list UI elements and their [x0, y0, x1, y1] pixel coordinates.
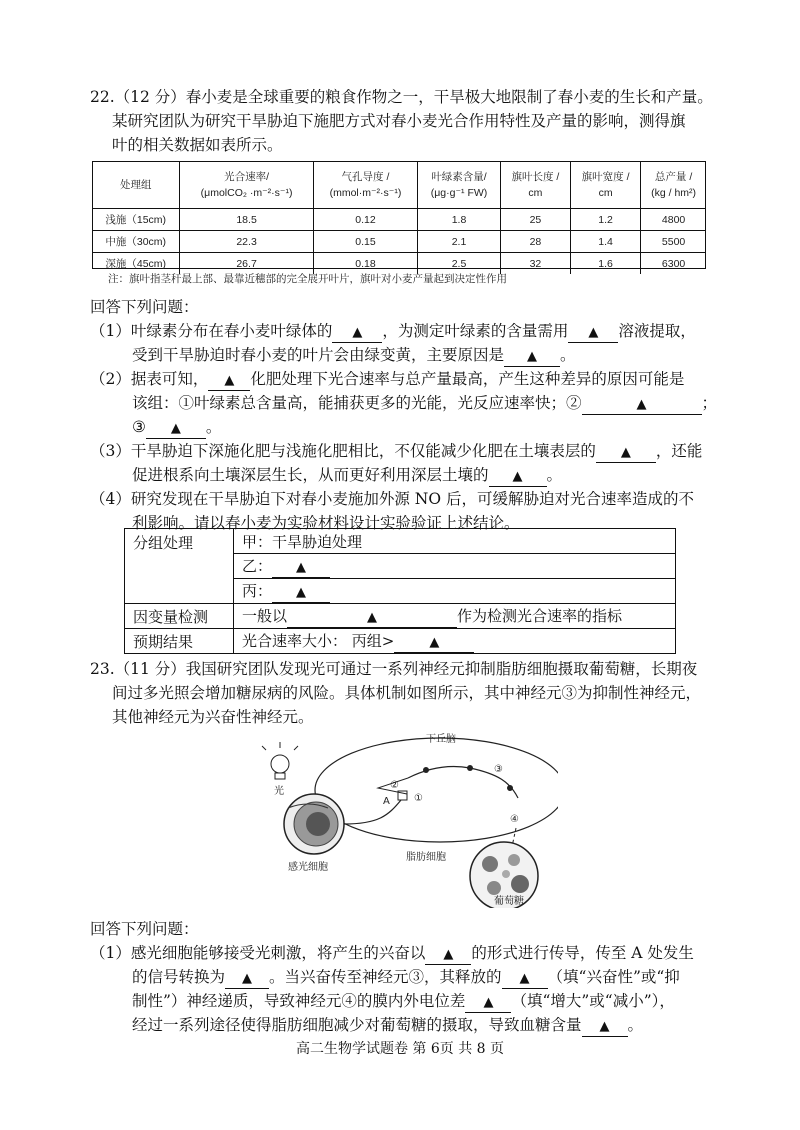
table-cell: 深施（45cm): [105, 258, 167, 270]
table-cell: 26.7: [180, 253, 313, 275]
text: ，为测定叶绿素的含量需用: [382, 322, 569, 340]
table-header-cell: 处理组: [92, 161, 180, 209]
experiment-design-table: [124, 528, 676, 654]
answer-blank[interactable]: ▲: [272, 582, 330, 603]
q23-prompt: 回答下列问题：: [90, 920, 199, 938]
q22-line1: 22.（12 分）春小麦是全球重要的粮食作物之一，干旱极大地限制了春小麦的生长和产量。: [90, 88, 713, 106]
table-cell: 0.12: [313, 209, 418, 231]
table-cell: 22.3: [180, 231, 313, 253]
text: 化肥处理下光合速率与总产量最高，产生这种差异的原因可能是: [250, 370, 685, 388]
table-cell: 18.5: [180, 209, 313, 231]
q23-line3: 其他神经元为兴奋性神经元。: [112, 708, 314, 726]
text: 。: [546, 466, 563, 484]
neuron-4-label: ④: [510, 814, 519, 825]
answer-blank[interactable]: ▲: [208, 370, 250, 391]
q22-p3-line1: [90, 440, 702, 463]
table-cell: 0.18: [313, 253, 418, 275]
table-cell: 0.15: [313, 231, 418, 253]
q22-p2-line1: [90, 368, 684, 391]
text: 。: [205, 418, 222, 436]
table-cell: 中施（30cm): [92, 231, 180, 253]
expected-result: 光合速率大小： 丙组> ▲: [234, 629, 676, 654]
neuron-1-label: ①: [414, 793, 423, 804]
group-a: 甲：干旱胁迫处理: [234, 529, 676, 554]
dependent-variable-label: 因变量检测: [125, 604, 234, 629]
table-header-cell: 气孔导度 / (mmol·m⁻²·s⁻¹): [313, 161, 418, 209]
answer-blank[interactable]: ▲: [272, 557, 330, 578]
answer-blank[interactable]: ▲: [332, 322, 382, 343]
q22-p1-line2: [132, 344, 576, 367]
answer-blank[interactable]: ▲: [489, 466, 547, 487]
text: 该组：①叶绿素总含量高，能捕获更多的光能，光反应速率快；②: [132, 394, 582, 412]
q22-p4-line1: （4）研究发现在干旱胁迫下对春小麦施加外源 NO 后，可缓解胁迫对光合速率造成的不: [90, 490, 694, 508]
text: ，还能: [655, 442, 703, 460]
table-cell: 2.5: [418, 253, 501, 275]
q23-p1-line3: 制性”）神经递质，导致神经元④的膜内外电位差 ▲ （填“增大”或“减小”），: [132, 990, 675, 1013]
dependent-variable: 一般以 ▲ 作为检测光合速率的指标: [234, 604, 676, 629]
table-row: [92, 209, 706, 231]
point-a-label: A: [383, 796, 390, 807]
grouping-label: 分组处理: [125, 529, 234, 604]
table-cell: 1.2: [571, 209, 641, 231]
table-cell: 1.8: [418, 209, 501, 231]
q22-p1-line1: [90, 320, 696, 343]
answer-blank[interactable]: ▲: [287, 607, 457, 628]
q22-p4-line2: 利影响。请以春小麦为实验材料设计实验验证上述结论。: [132, 514, 520, 532]
answer-blank[interactable]: ▲: [146, 418, 206, 439]
text: ③: [132, 418, 146, 436]
table-cell: 5500: [641, 231, 706, 253]
answer-blank[interactable]: ▲: [425, 944, 471, 965]
text: （1）叶绿素分布在春小麦叶绿体的: [90, 322, 333, 340]
q23-p1-line2: 的信号转换为 ▲ 。当兴奋传至神经元③，其释放的 ▲ （填“兴奋性”或“抑: [132, 966, 680, 989]
q22-p2-line2: [132, 392, 717, 415]
group-b: 乙： ▲: [234, 554, 676, 579]
table-cell: 6300: [641, 253, 706, 275]
table-cell: 32: [500, 253, 570, 275]
table-cell: 28: [500, 231, 570, 253]
text: 促进根系向土壤深层生长，从而更好利用深层土壤的: [132, 466, 489, 484]
text: 。: [560, 346, 576, 364]
table-header-cell: 总产量 / (kg / hm²): [641, 161, 706, 209]
answer-blank[interactable]: ▲: [465, 992, 511, 1013]
table-header-cell: 光合速率/ (μmolCO₂ ·m⁻²·s⁻¹): [180, 161, 313, 209]
answer-blank[interactable]: ▲: [582, 1016, 628, 1037]
table-cell: 4800: [641, 209, 706, 231]
text: 溶液提取，: [618, 322, 696, 340]
q22-p2-line3: [132, 416, 221, 439]
table-cell: 浅施（15cm): [92, 209, 180, 231]
q22-p3-line2: [132, 464, 562, 487]
q23-p1-line1: （1）感光细胞能够接受光刺激，将产生的兴奋以 ▲ 的形式进行传导，传至 A 处发生: [90, 942, 694, 965]
answer-blank[interactable]: ▲: [394, 632, 474, 653]
answer-blank[interactable]: ▲: [582, 394, 702, 415]
neural-mechanism-figure: [258, 728, 558, 908]
answer-blank[interactable]: ▲: [225, 968, 269, 989]
light-label: 光: [274, 786, 284, 797]
answer-blank[interactable]: ▲: [502, 968, 548, 989]
hypothalamus-label: 下丘脑: [426, 734, 456, 745]
table-header-cell: 叶绿素含量/ (μg·g⁻¹ FW): [418, 161, 501, 209]
q22-prompt: 回答下列问题：: [90, 298, 199, 316]
neuron-2-label: ②: [390, 780, 399, 791]
table-header-cell: 旗叶宽度 / cm: [571, 161, 641, 209]
page-footer: 高二生物学试题卷 第 6页 共 8 页: [295, 1041, 505, 1057]
answer-blank[interactable]: ▲: [596, 442, 656, 463]
photoreceptor-label: 感光细胞: [288, 862, 328, 873]
table-note: 注：旗叶指茎秆最上部、最靠近穗部的完全展开叶片，旗叶对小麦产量起到决定性作用: [108, 273, 507, 285]
fat-cell-label: 脂肪细胞: [406, 852, 446, 863]
hypothalamus-ellipse: [315, 738, 558, 842]
q23-line1: 23.（11 分）我国研究团队发现光可通过一系列神经元抑制脂肪细胞摄取葡萄糖，长期夜: [90, 660, 698, 678]
neuron-3-label: ③: [494, 764, 503, 775]
table-cell: 1.6: [571, 253, 641, 275]
table-header-cell: 旗叶长度 / cm: [500, 161, 570, 209]
text: ；: [701, 394, 718, 412]
answer-blank[interactable]: ▲: [504, 346, 560, 367]
table-cell: 2.1: [418, 231, 501, 253]
q22-line2: 某研究团队为研究干旱胁迫下施肥方式对春小麦光合作用特性及产量的影响，测得旗: [112, 112, 686, 130]
text: （3）干旱胁迫下深施化肥与浅施化肥相比，不仅能减少化肥在土壤表层的: [90, 442, 596, 460]
table-cell: 1.4: [571, 231, 641, 253]
text: （2）据表可知，: [90, 370, 209, 388]
q23-line2: 间过多光照会增加糖尿病的风险。具体机制如图所示，其中神经元③为抑制性神经元，: [112, 684, 702, 702]
table-cell: 25: [500, 209, 570, 231]
data-table: [92, 161, 706, 274]
expected-result-label: 预期结果: [125, 629, 234, 654]
table-row: [92, 231, 706, 253]
q23-p1-line4: 经过一系列途径使得脂肪细胞减少对葡萄糖的摄取，导致血糖含量 ▲ 。: [132, 1014, 643, 1037]
text: 受到干旱胁迫时春小麦的叶片会由绿变黄，主要原因是: [132, 346, 505, 364]
q22-line3: 叶的相关数据如表所示。: [112, 136, 283, 154]
photoreceptor-eye-icon: [284, 794, 344, 854]
answer-blank[interactable]: ▲: [568, 322, 618, 343]
glucose-label: 葡萄糖: [494, 896, 524, 907]
group-c: 丙： ▲: [234, 579, 676, 604]
light-bulb-icon: [262, 742, 298, 779]
